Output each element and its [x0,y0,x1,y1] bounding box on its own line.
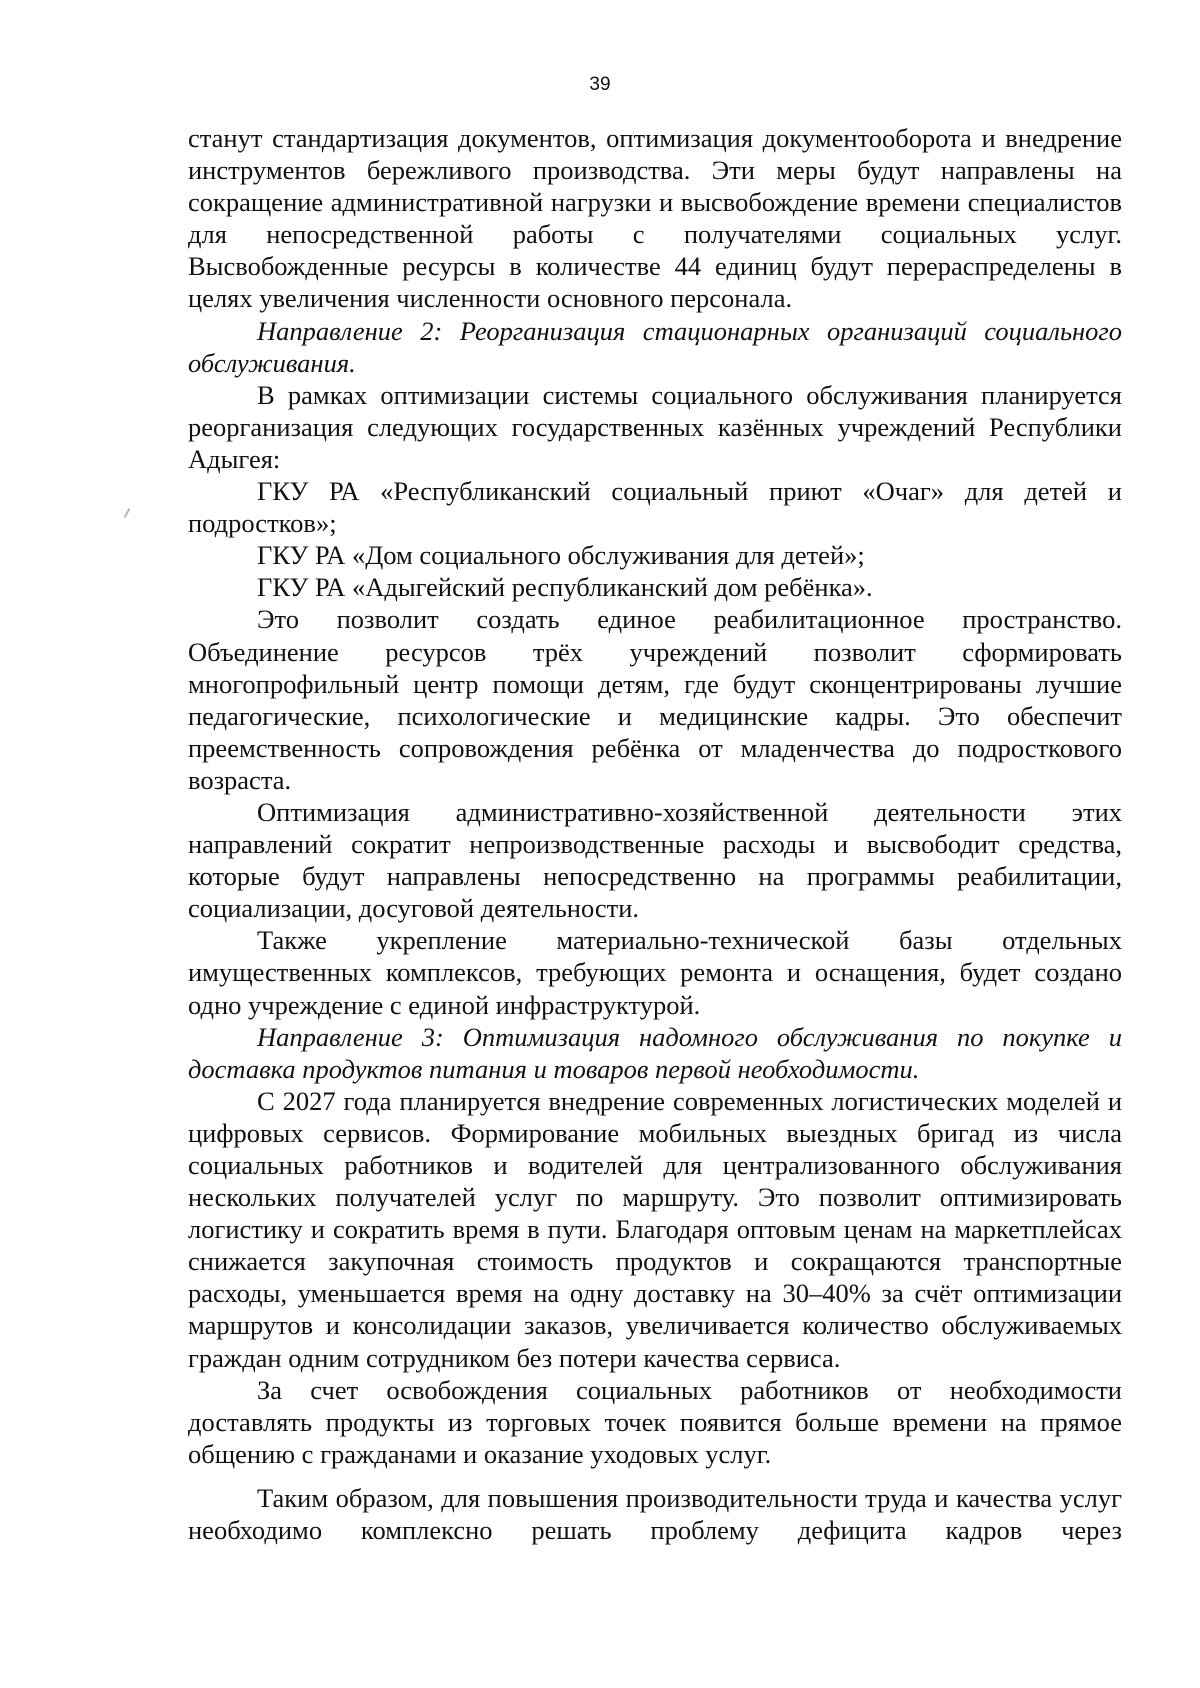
paragraph-optimization: Оптимизация административно-хозяйственной деятельности этих направлений сократит непроизводственные расходы и высвободит средства, которые будут направлены непосредственно на программы реабилитации, социализации, досуговой деятельности. [188,796,1122,924]
paragraph-conclusion: Таким образом, для повышения производительности труда и качества услуг необходимо комплексно решать проблему дефицита кадров через [188,1482,1122,1546]
paragraph-reorganization-intro: В рамках оптимизации системы социального обслуживания планируется реорганизация следующих государственных казённых учреждений Республики Адыгея: [188,379,1122,474]
paragraph-continuation: станут стандартизация документов, оптимизация документооборота и внедрение инструментов бережливого производства. Эти меры будут направлены на сокращение административной нагрузки и высвобождение времени специалистов для непосредственной работы с получателями социальных услуг. Высвобожденные ресурсы в количестве 44 единиц будут перераспределены в целях увеличения численности основного персонала. [188,123,1122,314]
paragraph-unified-space: Это позволит создать единое реабилитационное пространство. Объединение ресурсов трёх учреждений позволит сформировать многопрофильный центр помощи детям, где будут сконцентрированы лучшие педагогические, психологические и медицинские кадры. Это обеспечит преемственность сопровождения ребёнка от младенчества до подросткового возраста. [188,604,1122,795]
page-number: 39 [589,74,611,95]
heading-direction-3: Направление 3: Оптимизация надомного обслуживания по покупке и доставка продуктов питания и товаров первой необходимости. [188,1021,1122,1084]
heading-direction-2: Направление 2: Реорганизация стационарных организаций социального обслуживания. [188,315,1122,378]
list-item-institution-2: ГКУ РА «Дом социального обслуживания для детей»; [257,540,865,571]
scan-mark [124,508,130,518]
paragraph-logistics: С 2027 года планируется внедрение современных логистических моделей и цифровых сервисов. Формирование мобильных выездных бригад из числа социальных работников и водителей для централизованного обслуживания нескольких получателей услуг по маршруту. Это позволит оптимизировать логистику и сократить время в пути. Благодаря оптовым ценам на маркетплейсах снижается закупочная стоимость продуктов и сокращаются транспортные расходы, уменьшается время на одну доставку на 30–40% за счёт оптимизации маршрутов и консолидации заказов, увеличивается количество обслуживаемых граждан одним сотрудником без потери качества сервиса. [188,1085,1122,1373]
list-item-institution-3: ГКУ РА «Адыгейский республиканский дом ребёнка». [257,572,873,603]
body-text [188,122,1122,1546]
list-item-institution-1: ГКУ РА «Республиканский социальный приют «Очаг» для детей и подростков»; [188,476,1122,539]
paragraph-infrastructure: Также укрепление материально-технической базы отдельных имущественных комплексов, требующих ремонта и оснащения, будет создано одно учреждение с единой инфраструктурой. [188,925,1122,1020]
paragraph-social-workers: За счет освобождения социальных работников от необходимости доставлять продукты из торговых точек появится больше времени на прямое общению с гражданами и оказание уходовых услуг. [188,1374,1122,1469]
